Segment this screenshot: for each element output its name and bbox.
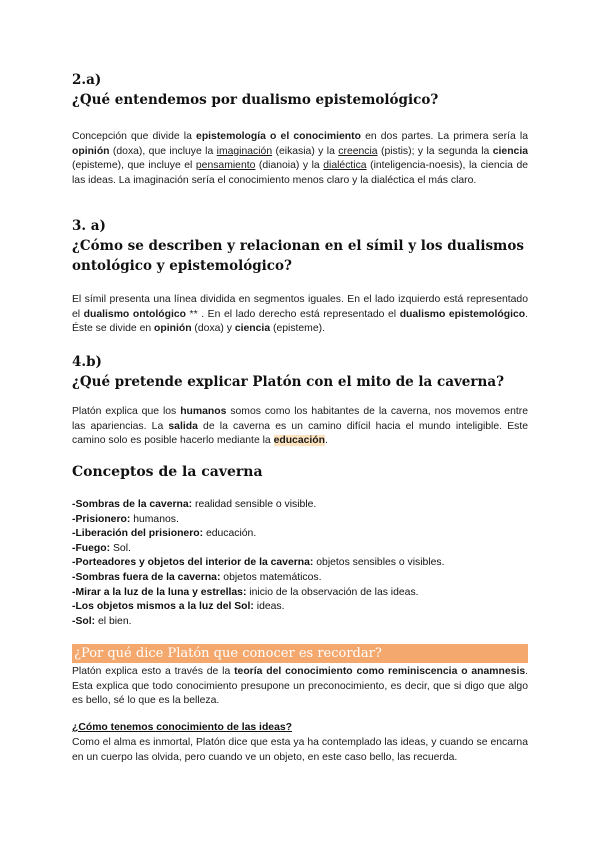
section-question: ¿Cómo se describen y relacionan en el símil y los dualismos ontológico y epistemológico? [72, 238, 524, 274]
list-item: -Fuego: Sol. [72, 542, 131, 554]
section-paragraph: Como el alma es inmortal, Platón dice que esta ya ha contemplado las ideas, y cuando se encarna en un cuerpo las olvida, pero cuando ve un objeto, en este caso bello, las recuerda. [72, 737, 528, 763]
list-item: -Liberación del prisionero: educación. [72, 528, 257, 540]
conceptos-list [72, 498, 528, 629]
conceptos-section [72, 462, 528, 629]
section-3a [72, 216, 528, 337]
section-number: 3. a) [72, 218, 106, 234]
recordar-section [72, 644, 528, 766]
section-question: ¿Qué entendemos por dualismo epistemológico? [72, 92, 439, 108]
list-item: -Sombras de la caverna: realidad sensible o visible. [72, 499, 317, 510]
section-4b [72, 352, 528, 449]
section-question: ¿Qué pretende explicar Platón con el mito de la caverna? [72, 374, 504, 390]
list-item: -Prisionero: humanos. [72, 513, 179, 525]
list-item: -Mirar a la luz de la luna y estrellas: inicio de la observación de las ideas. [72, 586, 419, 598]
highlighted-term: educación [273, 435, 325, 447]
list-item: -Porteadores y objetos del interior de la caverna: objetos sensibles o visibles. [72, 557, 445, 569]
conceptos-title: Conceptos de la caverna [72, 464, 263, 480]
section-2a [72, 70, 528, 188]
section-paragraph: Platón explica esto a través de la teoría del conocimiento como reminiscencia o anamnesis. Esta explica que todo conocimiento presupone un preconocimiento, es decir, que si digo que algo es bello, sé lo que es la belleza. [72, 666, 528, 707]
section-paragraph: El símil presenta una línea dividida en segmentos iguales. En el lado izquierdo está representado el dualismo ontológico ** . En el lado derecho está representado el dualismo epistemológico. Éste se divide en opinión (doxa) y ciencia (episteme). [72, 294, 528, 335]
section-banner: ¿Por qué dice Platón que conocer es recordar? [72, 644, 528, 663]
section-paragraph: Concepción que divide la epistemología o el conocimiento en dos partes. La primera sería la opinión (doxa), que incluye la imaginación (eikasia) y la creencia (pistis); y la segunda la ciencia (episteme), que incluye el pensamiento (dianoia) y la dialéctica (inteligencia-noesis), la ciencia de las ideas. La imaginación sería el conocimiento menos claro y la dialéctica el más claro. [72, 131, 528, 186]
list-item: -Sol: el bien. [72, 615, 132, 627]
section-paragraph: Platón explica que los humanos somos como los habitantes de la caverna, nos movemos entre las apariencias. La salida de la caverna es un camino difícil hacia el mundo inteligible. Este camino solo es posible hacerlo mediante la educación. [72, 406, 529, 447]
list-item: -Los objetos mismos a la luz del Sol: ideas. [72, 601, 285, 613]
list-item: -Sombras fuera de la caverna: objetos matemáticos. [72, 571, 322, 583]
sub-question: ¿Cómo tenemos conocimiento de las ideas? [72, 721, 292, 733]
section-number: 4.b) [72, 354, 102, 370]
section-number: 2.a) [72, 72, 102, 88]
